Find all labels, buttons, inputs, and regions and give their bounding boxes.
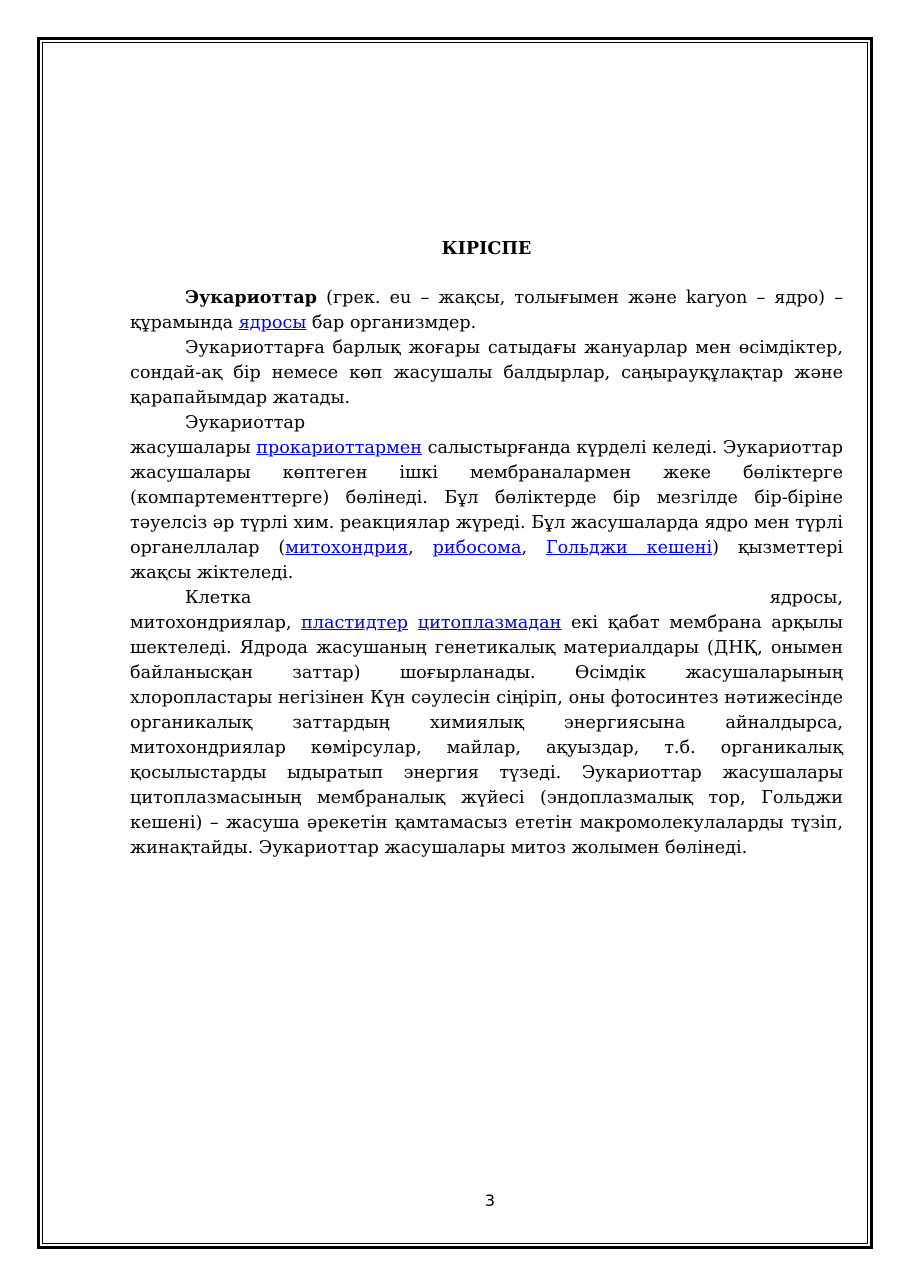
link-ribosome[interactable]: рибосома xyxy=(432,538,522,558)
document-body xyxy=(130,236,843,861)
link-prokaryotes[interactable]: прокариоттармен xyxy=(256,438,422,458)
separator: , xyxy=(408,538,433,558)
separator xyxy=(408,613,418,633)
paragraph-3-text-a: Эукариоттар xyxy=(185,413,306,433)
paragraph-4 xyxy=(130,586,843,611)
paragraph-3-text-b: жасушалары xyxy=(130,438,257,458)
paragraph-3 xyxy=(130,411,843,436)
page-number: 3 xyxy=(484,1191,496,1210)
paragraph-3-cont xyxy=(130,436,843,586)
paragraph-4-text-b: митохондриялар, xyxy=(130,613,302,633)
link-nucleus[interactable]: ядросы xyxy=(238,313,307,333)
paragraph-3-text-d: ) қызметтері жақсы жіктеледі. xyxy=(130,538,843,583)
link-golgi[interactable]: Гольджи кешені xyxy=(545,538,713,558)
paragraph-4-cont xyxy=(130,611,843,861)
paragraph-1-text-b: бар организмдер. xyxy=(306,313,477,333)
separator: , xyxy=(521,538,546,558)
term-eukaryotes: Эукариоттар xyxy=(185,287,317,308)
paragraph-4-text-c: екі қабат мембрана арқылы шектеледі. Ядрода жасушаның генетикалық материалдары (ДНҚ, онымен байланысқан заттар) шоғырланады. Өсімдік жасушаларының хлоропластары негізінен Күн сәулесін сіңіріп, оны фотосинтез нәтижесінде органикалық заттардың химиялық энергиясына айналдырса, митохондриялар көмірсулар, майлар, ақуыздар, т.б. органикалық қосылыстарды ыдыратып энергия түзеді. Эукариоттар жасушалары цитоплазмасының мембраналық жүйесі (эндоплазмалық тор, Гольджи кешені) – жасуша әрекетін қамтамасыз ететін макромолекулаларды түзіп, жинақтайды. Эукариоттар жасушалары митоз жолымен бөлінеді. xyxy=(130,613,843,858)
paragraph-1 xyxy=(130,285,843,336)
paragraph-2: Эукариоттарға барлық жоғары сатыдағы жануарлар мен өсімдіктер, сондай-ақ бір немесе көп жасушалы балдырлар, саңырауқұлақтар және қарапайымдар жатады. xyxy=(130,338,843,408)
link-cytoplasm[interactable]: цитоплазмадан xyxy=(417,613,562,633)
paragraph-4-text-a: Клетка ядросы, xyxy=(185,588,843,608)
paragraph-3-text-c: салыстырғанда күрделі келеді. Эукариоттар жасушалары көптеген ішкі мембраналармен жеке бөліктерге (компартементтерге) бөлінеді. Бұл бөліктерде бір мезгілде бір-біріне тәуелсіз әр түрлі хим. реакциялар жүреді. Бұл жасушаларда ядро мен түрлі органеллалар ( xyxy=(130,438,843,558)
paragraph-1-text-a: (грек. eu – жақсы, толығымен және karyon – ядро) – құрамында xyxy=(130,288,843,333)
section-title: КІРІСПЕ xyxy=(441,238,532,259)
link-plastids[interactable]: пластидтер xyxy=(301,613,409,633)
link-mitochondria[interactable]: митохондрия xyxy=(285,538,409,558)
